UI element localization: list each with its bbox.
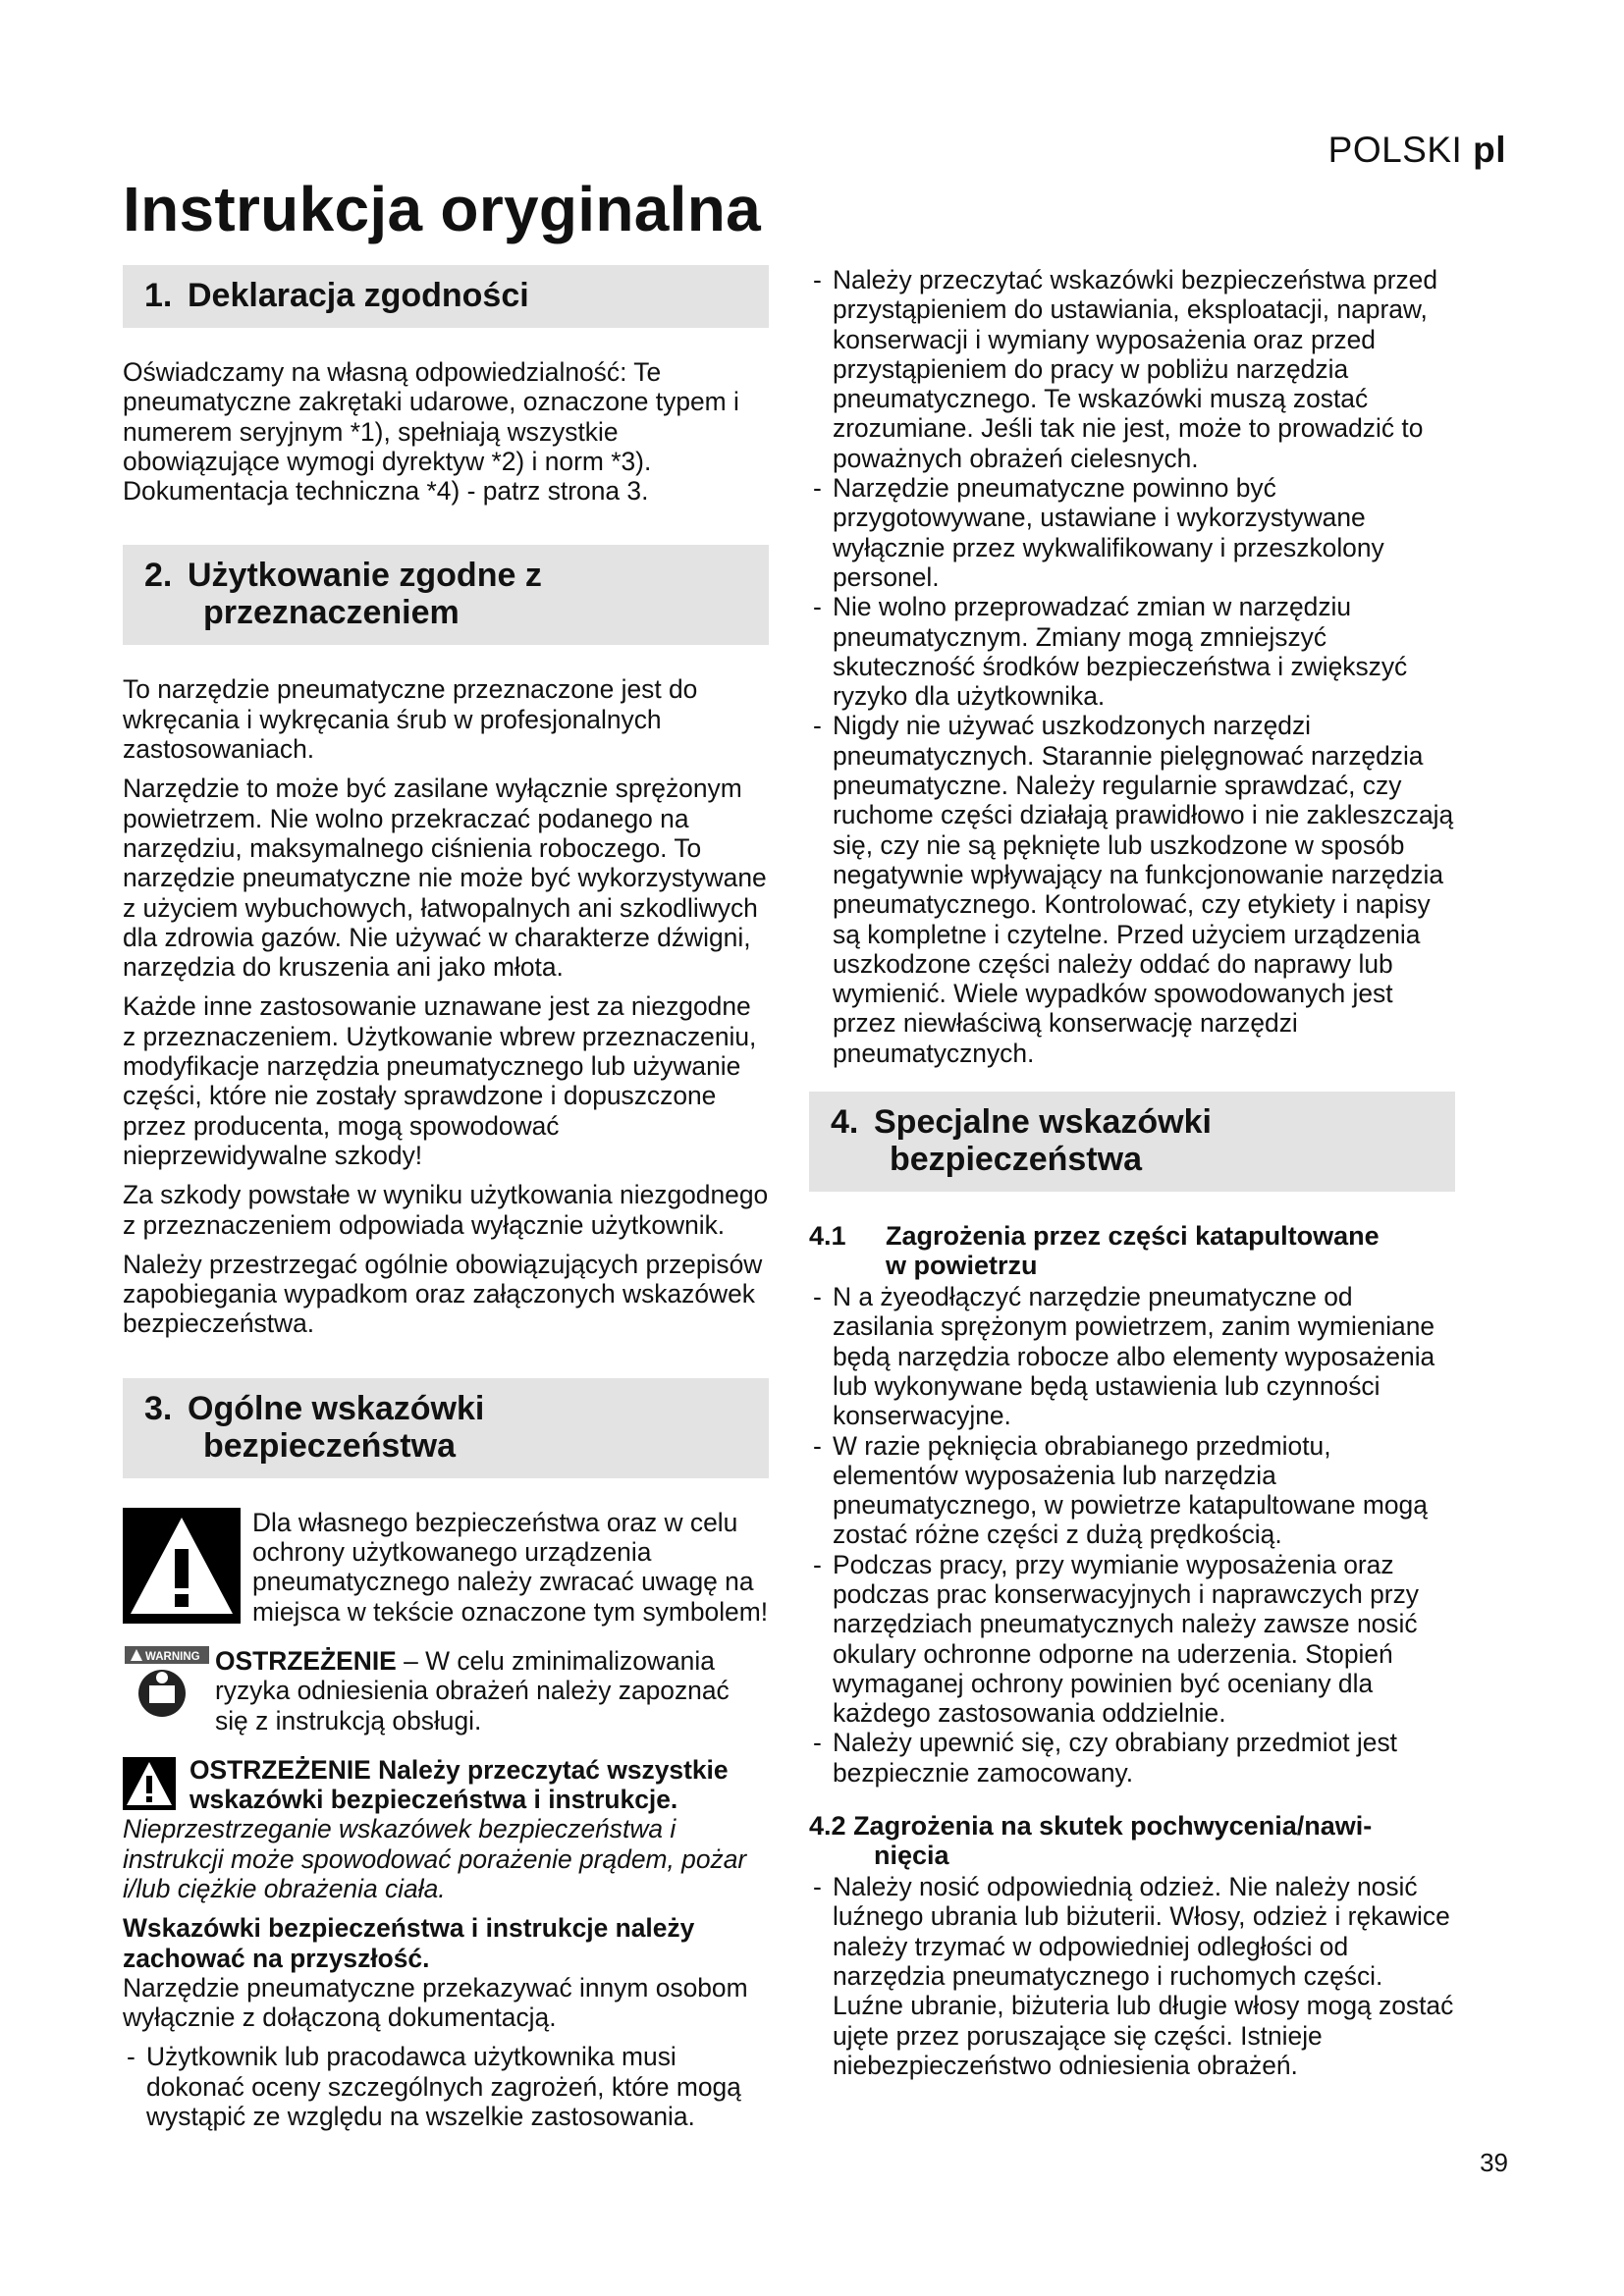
ostrzezenie-2-italic: Nieprzestrzeganie wskazówek bezpieczeństwa i instrukcji może spowodować porażenie prądem, pożar i/lub ciężkie obrażenia ciała.	[123, 1814, 747, 1903]
ostrzezenie-1-label: OSTRZEŻENIE	[215, 1645, 397, 1676]
keep-instructions-text: Narzędzie pneumatyczne przekazywać innym osobom wyłącznie z dołączoną dokumentacją.	[123, 1972, 748, 2033]
subsection-4-2-heading	[809, 1811, 1455, 1870]
ostrzezenie-1-text: – W celu zminimalizowania ryzyka odniesienia obrażeń należy zapoznać się z instrukcją obsługi.	[215, 1645, 730, 1735]
subsection-4-1-heading	[809, 1221, 1455, 1280]
subsection-4-2-title-line1: Zagrożenia na skutek pochwycenia/nawi-	[853, 1811, 1373, 1842]
list-item: - Użytkownik lub pracodawca użytkownika musi dokonać oceny szczególnych zagrożeń, które mogą wystąpić ze względu na wszelkie zastosowania.	[123, 2042, 769, 2131]
section-4-number: 4.	[831, 1103, 859, 1142]
subsection-4-1-title-line2: w powietrzu	[886, 1251, 1038, 1281]
list-item: - N a żyeodłączyć narzędzie pneumatyczne od zasilania sprężonym powietrzem, zanim wymieniane będą narzędzia robocze albo elementy wyposażenia lub wykonywane będą ustawienia lub czynności konserwacyjne.	[809, 1282, 1455, 1430]
section-2-paragraph-3: Każde inne zastosowanie uznawane jest za niezgodne z przeznaczeniem. Użytkowanie wbrew przeznaczeniu, modyfikacje narzędzia pneumatycznego lub używanie części, które nie zostały sprawdzone i dopuszczone przez producenta, mogą spowodować nieprzewidywalne szkody!	[123, 991, 757, 1170]
left-column	[123, 265, 769, 2141]
ostrzezenie-read-all-block	[123, 1755, 769, 1913]
list-item: - Nie wolno przeprowadzać zmian w narzędziu pneumatycznym. Zmiany mogą zmniejszyć skuteczność środków bezpieczeństwa i zwiększyć ryzyko dla użytkownika.	[809, 592, 1455, 711]
section-3-title-line1: Ogólne wskazówki	[188, 1389, 485, 1427]
section-3-heading	[123, 1378, 769, 1478]
subsection-4-1-list	[809, 1282, 1455, 1788]
warning-label: WARNING	[145, 1650, 200, 1663]
warning-triangle-icon	[123, 1508, 241, 1624]
subsection-4-1-title-line1: Zagrożenia przez części katapultowane	[886, 1221, 1380, 1252]
warning-triangle-small-icon	[123, 1757, 176, 1810]
ostrzezenie-2-bold: OSTRZEŻENIE Należy przeczytać wszystkie wskazówki bezpieczeństwa i instrukcje.	[189, 1754, 729, 1815]
section-2-heading	[123, 545, 769, 645]
section-4-title-line1: Specjalne wskazówki	[874, 1103, 1212, 1142]
subsection-4-2-number: 4.2	[809, 1811, 846, 1842]
warning-symbol-text: Dla własnego bezpieczeństwa oraz w celu ochrony użytkowanego urządzenia pneumatycznego należy zwracać uwagę na miejsca w tekście oznaczone tym symbolem!	[252, 1507, 769, 1627]
section-1-heading	[123, 265, 769, 328]
section-1-title: Deklaracja zgodności	[188, 277, 529, 314]
section-2-paragraph-2: Narzędzie to może być zasilane wyłącznie sprężonym powietrzem. Nie wolno przekraczać podanego na narzędziu, maksymalnego ciśnienia roboczego. To narzędzie pneumatyczne nie może być wykorzystywane z użyciem wybuchowych, łatwopalnych ani szkodliwych dla zdrowia gazów. Nie używać w charakterze dźwigni, narzędzia do kruszenia ani jako młota.	[123, 774, 767, 983]
list-item: - Należy przeczytać wskazówki bezpieczeństwa przed przystąpieniem do ustawiania, eksploatacji, napraw, konserwacji i wymiany wyposażenia oraz przed przystąpieniem do pracy w pobliżu narzędzia pneumatycznego. Te wskazówki muszą zostać zrozumiane. Jeśli tak nie jest, może to prowadzić to poważnych obrażeń cielesnych.	[809, 265, 1455, 473]
list-item: - Podczas pracy, przy wymianie wyposażenia oraz podczas prac konserwacyjnych i naprawczych przy narzędziach pneumatycznych należy zawsze nosić okulary ochronne odporne na uderzenia. Stopień wymaganej ochrony powinien być oceniany dla każdego zastosowania oddzielnie.	[809, 1550, 1455, 1729]
list-item: - Narzędzie pneumatyczne powinno być przygotowywane, ustawiane i wykorzystywane wyłącznie przez wykwalifikowany i przeszkolony personel.	[809, 473, 1455, 592]
language-header	[1328, 130, 1506, 171]
section-2-number: 2.	[144, 557, 173, 595]
page-title: Instrukcja oryginalna	[123, 174, 762, 244]
section-2-paragraph-1: To narzędzie pneumatyczne przeznaczone jest do wkręcania i wykręcania śrub w profesjonalnych zastosowaniach.	[123, 674, 698, 765]
section-2-title-line2: przeznaczeniem	[203, 594, 460, 632]
section-4-heading	[809, 1092, 1455, 1192]
list-item: - Należy upewnić się, czy obrabiany przedmiot jest bezpiecznie zamocowany.	[809, 1728, 1455, 1788]
section-3-title-line2: bezpieczeństwa	[203, 1426, 456, 1465]
list-item: - W razie pęknięcia obrabianego przedmiotu, elementów wyposażenia lub narzędzia pneumatycznego, w powietrze katapultowane mogą zostać różne części z dużą prędkością.	[809, 1431, 1455, 1550]
list-item: - Należy nosić odpowiednią odzież. Nie należy nosić luźnego ubrania lub biżuterii. Włosy, odzież i rękawice należy trzymać w odpowiedniej odległości od narzędzia pneumatycznego i ruchomych części. Luźne ubranie, biżuteria lub długie włosy mogą zostać ujęte przez poruszające się części. Istnieje niebezpieczeństwo odniesienia obrażeń.	[809, 1872, 1455, 2080]
section-1-paragraph: Oświadczamy na własną odpowiedzialność: Te pneumatyczne zakrętaki udarowe, oznaczone typem i numerem seryjnym *1), spełniają wszystkie obowiązujące wymogi dyrektyw *2) i norm *3). Dokumentacja techniczna *4) - patrz strona 3.	[123, 357, 739, 507]
page-number: 39	[1480, 2148, 1508, 2177]
general-safety-list	[809, 265, 1455, 1068]
section-2-paragraph-4: Za szkody powstałe w wyniku użytkowania niezgodnego z przeznaczeniem odpowiada wyłącznie użytkownik.	[123, 1180, 769, 1240]
section-3-list	[123, 2042, 769, 2131]
language-code: pl	[1473, 130, 1506, 170]
section-4-title-line2: bezpieczeństwa	[890, 1141, 1142, 1179]
subsection-4-2-title-line2: nięcia	[874, 1841, 949, 1871]
keep-instructions-heading: Wskazówki bezpieczeństwa i instrukcje należy zachować na przyszłość.	[123, 1913, 695, 1973]
subsection-4-2-list	[809, 1872, 1455, 2080]
section-2-title-line1: Użytkowanie zgodne z	[188, 557, 542, 595]
section-3-number: 3.	[144, 1389, 173, 1427]
right-column	[809, 265, 1455, 2090]
section-2-paragraph-5: Należy przestrzegać ogólnie obowiązujących przepisów zapobiegania wypadkom oraz załączonych wskazówek bezpieczeństwa.	[123, 1249, 763, 1339]
read-manual-icon	[123, 1646, 211, 1719]
ostrzezenie-manual-block	[123, 1646, 769, 1745]
list-item: - Nigdy nie używać uszkodzonych narzędzi pneumatycznych. Starannie pielęgnować narzędzia pneumatyczne. Należy regularnie sprawdzać, czy ruchome części działają prawidłowo i nie zakleszczają się, czy nie są pęknięte lub uszkodzone w sposób negatywnie wpływający na funkcjonowanie narzędzia pneumatycznego. Kontrolować, czy etykiety i napisy są kompletne i czytelne. Przed użyciem urządzenia uszkodzone części należy oddać do naprawy lub wymienić. Wiele wypadków spowodowanych jest przez niewłaściwą konserwację narzędzi pneumatycznych.	[809, 711, 1455, 1068]
subsection-4-1-number: 4.1	[809, 1221, 846, 1252]
warning-symbol-block	[123, 1508, 769, 1636]
language-word: POLSKI	[1327, 130, 1463, 170]
section-1-number: 1.	[144, 277, 173, 314]
